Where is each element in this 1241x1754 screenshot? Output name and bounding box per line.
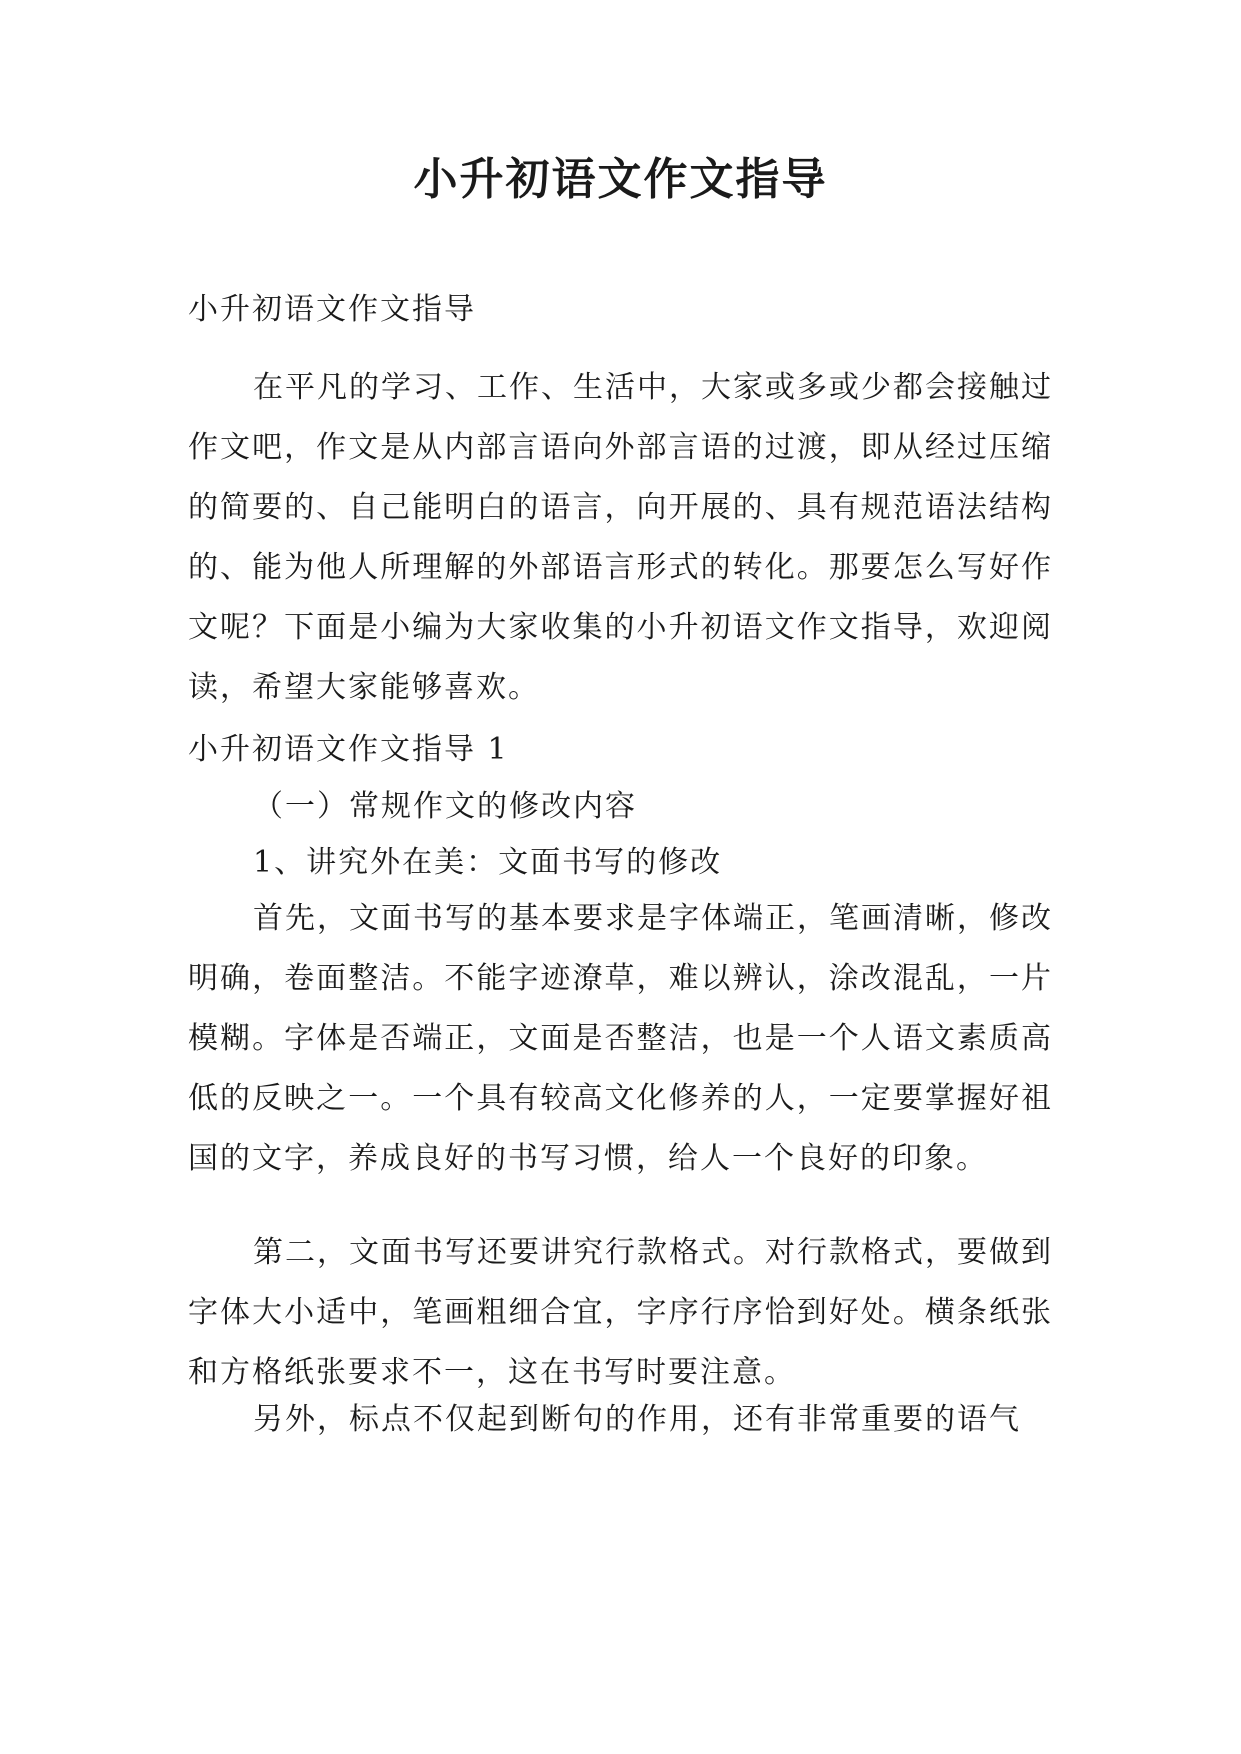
body-paragraph-3: 另外，标点不仅起到断句的作用，还有非常重要的语气 — [253, 1402, 1021, 1437]
sub-heading: （一）常规作文的修改内容 — [253, 789, 637, 824]
document-subtitle: 小升初语文作文指导 — [188, 292, 476, 327]
body-paragraph-1: 首先，文面书写的基本要求是字体端正，笔画清晰，修改明确，卷面整洁。不能字迹潦草，难以辨认，涂改混乱，一片模糊。字体是否端正，文面是否整洁，也是一个人语文素质高低的反映之一。一个具有较高文化修养的人，一定要掌握好祖国的文字，养成良好的书写习惯，给人一个良好的印象。 — [188, 901, 1053, 1176]
body-paragraph-2: 第二，文面书写还要讲究行款格式。对行款格式，要做到字体大小适中，笔画粗细合宜，字序行序恰到好处。横条纸张和方格纸张要求不一，这在书写时要注意。 — [188, 1235, 1053, 1390]
intro-paragraph: 在平凡的学习、工作、生活中，大家或多或少都会接触过作文吧，作文是从内部言语向外部言语的过渡，即从经过压缩的简要的、自己能明白的语言，向开展的、具有规范语法结构的、能为他人所理解的外部语言形式的转化。那要怎么写好作文呢？下面是小编为大家收集的小升初语文作文指导，欢迎阅读，希望大家能够喜欢。 — [188, 370, 1053, 705]
point-heading: 1、讲究外在美：文面书写的修改 — [253, 845, 723, 880]
section-heading: 小升初语文作文指导 1 — [188, 732, 509, 767]
document-title: 小升初语文作文指导 — [413, 154, 828, 205]
